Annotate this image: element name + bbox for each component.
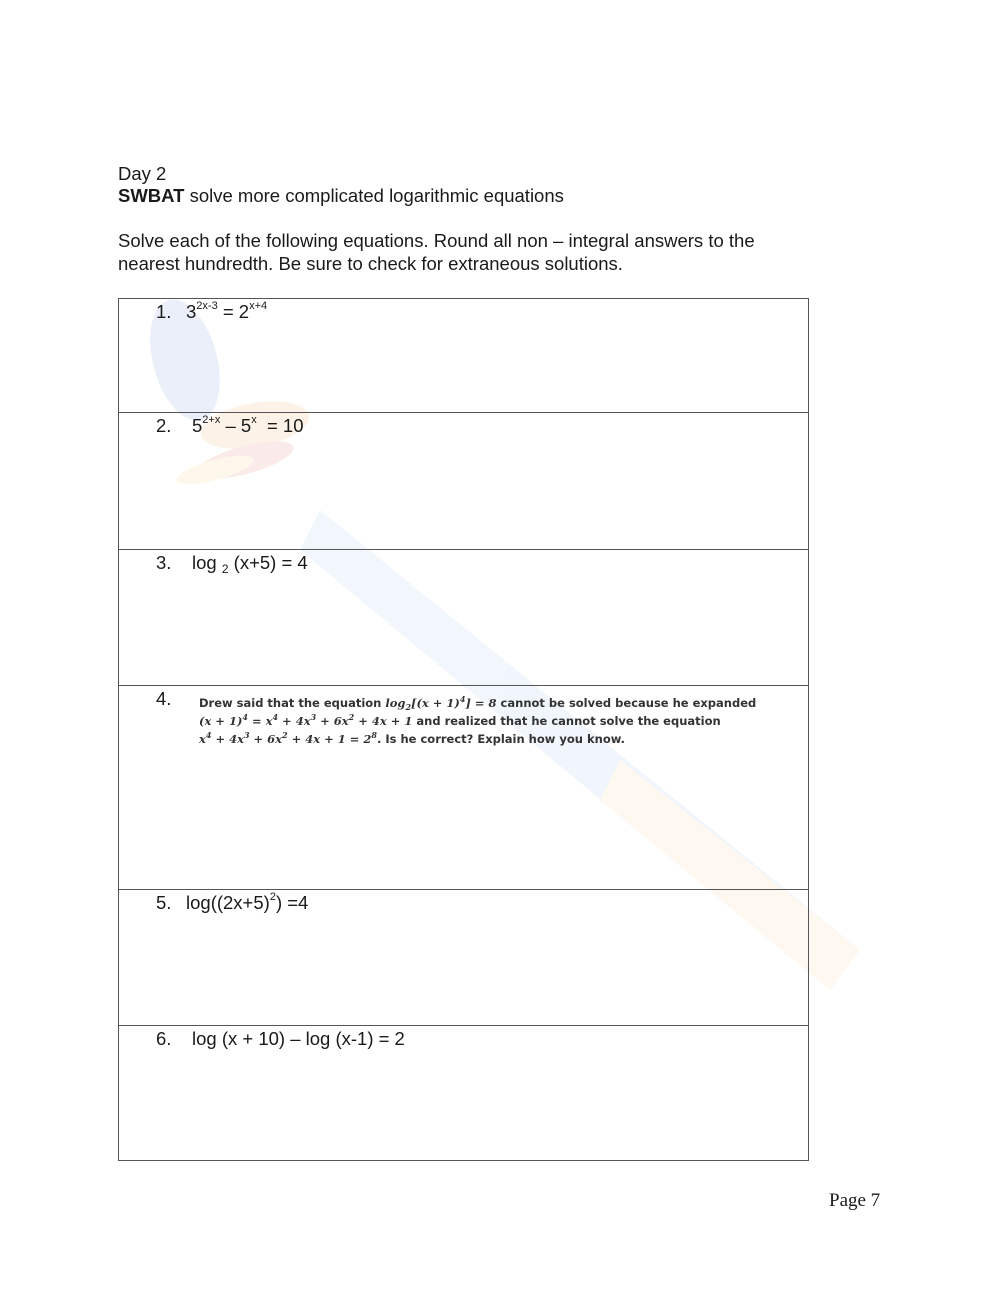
problem-expression: $3^{2x-3} = 2^{x+4}$ <box>186 300 268 322</box>
word-problem <box>199 694 759 748</box>
problem-row-5 <box>119 889 808 1025</box>
instructions <box>118 230 818 275</box>
problem-number: 4. <box>156 688 172 709</box>
swbat-label: SWBAT <box>118 185 185 206</box>
problem-number: 5. <box>156 892 172 913</box>
word-problem-line-3: $x^4 + 4x^3 + 6x^2 + 4x + 1 = 2^8$. Is he correct? Explain how you know. <box>199 730 625 746</box>
objective-line <box>118 185 564 207</box>
day-label: Day 2 <box>118 163 167 184</box>
objective-text: solve more complicated logarithmic equations <box>184 185 564 206</box>
problem-expression: log $_2$ (x+5) = 4 <box>192 552 308 576</box>
instructions-line-2: nearest hundredth. Be sure to check for extraneous solutions. <box>118 252 623 274</box>
problem-row-3 <box>119 549 808 685</box>
page-number: Page 7 <box>829 1190 881 1211</box>
word-problem-line-1: Drew said that the equation $\log_2[(x + 1)^4] = 8$ cannot be solved because he expanded <box>199 694 757 712</box>
problem-number: 2. <box>156 415 172 436</box>
problem-number: 3. <box>156 552 172 573</box>
problems-table <box>118 298 809 1161</box>
problem-number: 6. <box>156 1028 172 1049</box>
problem-number: 1. <box>156 301 172 322</box>
problem-expression: $5^{2+x} - 5^x = 10$ <box>192 414 304 436</box>
heading <box>118 163 564 207</box>
instructions-line-1: Solve each of the following equations. Round all non – integral answers to the <box>118 230 755 251</box>
problem-row-2 <box>119 412 808 549</box>
word-problem-line-2: $(x + 1)^4 = x^4 + 4x^3 + 6x^2 + 4x + 1$ and realized that he cannot solve the equation <box>199 712 721 728</box>
problem-row-4 <box>119 685 808 889</box>
problem-expression: log (x + 10) – log (x-1) = 2 <box>192 1028 405 1049</box>
problem-row-6 <box>119 1025 808 1160</box>
problem-row-1 <box>119 299 808 412</box>
problem-expression: $\log((2x+5)^2) =4$ <box>186 891 309 913</box>
